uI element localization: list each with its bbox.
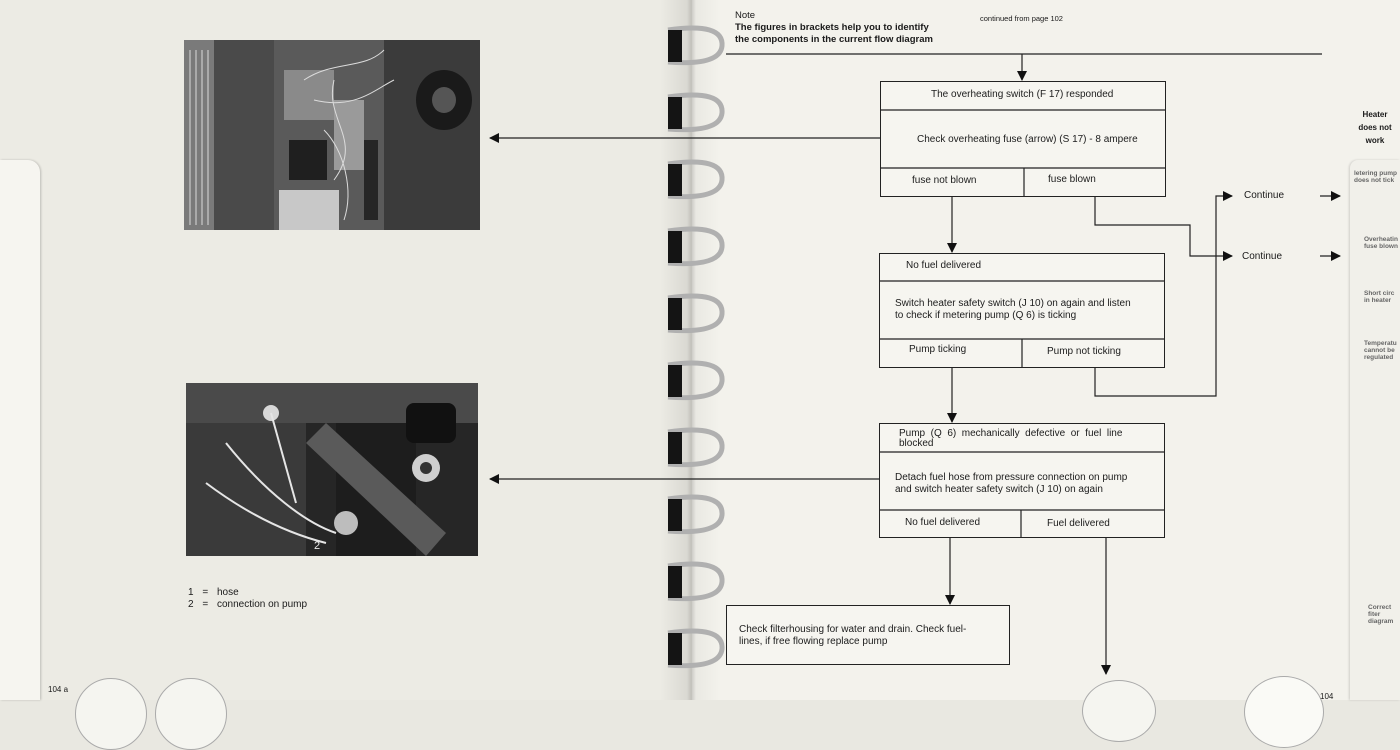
note-line-1: The figures in brackets help you to identify [735, 22, 929, 33]
box2-body-line-2: to check if metering pump (Q 6) is ticking [895, 310, 1077, 321]
box1-fuse-blown: fuse blown [1048, 174, 1096, 185]
side-label-line-2: does not [1358, 123, 1392, 132]
continue-label-2: Continue [1242, 251, 1283, 262]
arrow-fuse-blown [1095, 197, 1232, 256]
side-label-line-1: Heater [1362, 110, 1388, 119]
peek-tab-3-line-1: Short circ [1364, 290, 1395, 297]
box3-body-line-1: Detach fuel hose from pressure connection on pump [895, 472, 1128, 483]
note-line-2: the components in the current flow diagram [735, 34, 933, 45]
box2-body-line-1: Switch heater safety switch (J 10) on again and listen [895, 298, 1131, 309]
caption-2-equals: = [202, 599, 209, 610]
note-title: Note [735, 10, 756, 21]
box2-pump-ticking: Pump ticking [909, 344, 967, 355]
side-label-line-3: work [1365, 136, 1385, 145]
peek-tab-4-line-3: regulated [1364, 354, 1394, 361]
box1-fuse-not-blown: fuse not blown [912, 175, 977, 186]
box1-body: Check overheating fuse (arrow) (S 17) - 8 ampere [917, 134, 1138, 145]
box3-header-line-1: Pump (Q 6) mechanically defective or fuel line [899, 428, 1123, 439]
box4-line-1: Check filterhousing for water and drain. Check fuel- [739, 624, 967, 635]
peek-tab-4-line-2: cannot be [1364, 347, 1395, 354]
box2-header: No fuel delivered [906, 260, 982, 271]
box3-header-line-2: blocked [899, 438, 934, 449]
peek-tab-5-line-3: diagram [1368, 618, 1394, 625]
peek-tab-2-line-2: fuse blown [1364, 243, 1398, 250]
caption-1-text: hose [216, 587, 239, 598]
box3-fuel-delivered: Fuel delivered [1047, 518, 1110, 529]
box2-pump-not-ticking: Pump not ticking [1047, 346, 1121, 357]
peek-tab-1-line-1: letering pump [1354, 170, 1397, 177]
peek-tab-5-line-2: fiter [1368, 611, 1381, 618]
right-page-number: 104 [1320, 692, 1334, 701]
peek-tab-2-line-1: Overheatin [1364, 236, 1398, 243]
arrow-pump-not-ticking [1095, 196, 1232, 396]
peek-tab-1-line-2: does not tick [1354, 177, 1395, 184]
thumb-tab-right-1 [1082, 680, 1156, 742]
box4-line-2: lines, if free flowing replace pump [739, 636, 888, 647]
box1-header: The overheating switch (F 17) responded [931, 89, 1114, 100]
peek-tab-3-line-2: in heater [1364, 297, 1392, 304]
photo-callout-2: 2 [314, 540, 321, 552]
box3-body-line-2: and switch heater safety switch (J 10) on again [895, 484, 1103, 495]
caption-2-number: 2 [188, 599, 194, 610]
peek-tab-5-line-1: Correct [1368, 604, 1392, 611]
peek-tab-4-line-1: Temperatu [1364, 340, 1397, 347]
continue-label-1: Continue [1244, 190, 1285, 201]
box3-no-fuel-delivered: No fuel delivered [905, 517, 981, 528]
continued-from-label: continued from page 102 [980, 14, 1063, 23]
caption-1-equals: = [202, 587, 209, 598]
caption-1-number: 1 [188, 587, 194, 598]
thumb-tab-right-2 [1244, 676, 1324, 748]
left-page-number: 104 a [48, 685, 69, 694]
caption-2-text: connection on pump [216, 599, 308, 610]
